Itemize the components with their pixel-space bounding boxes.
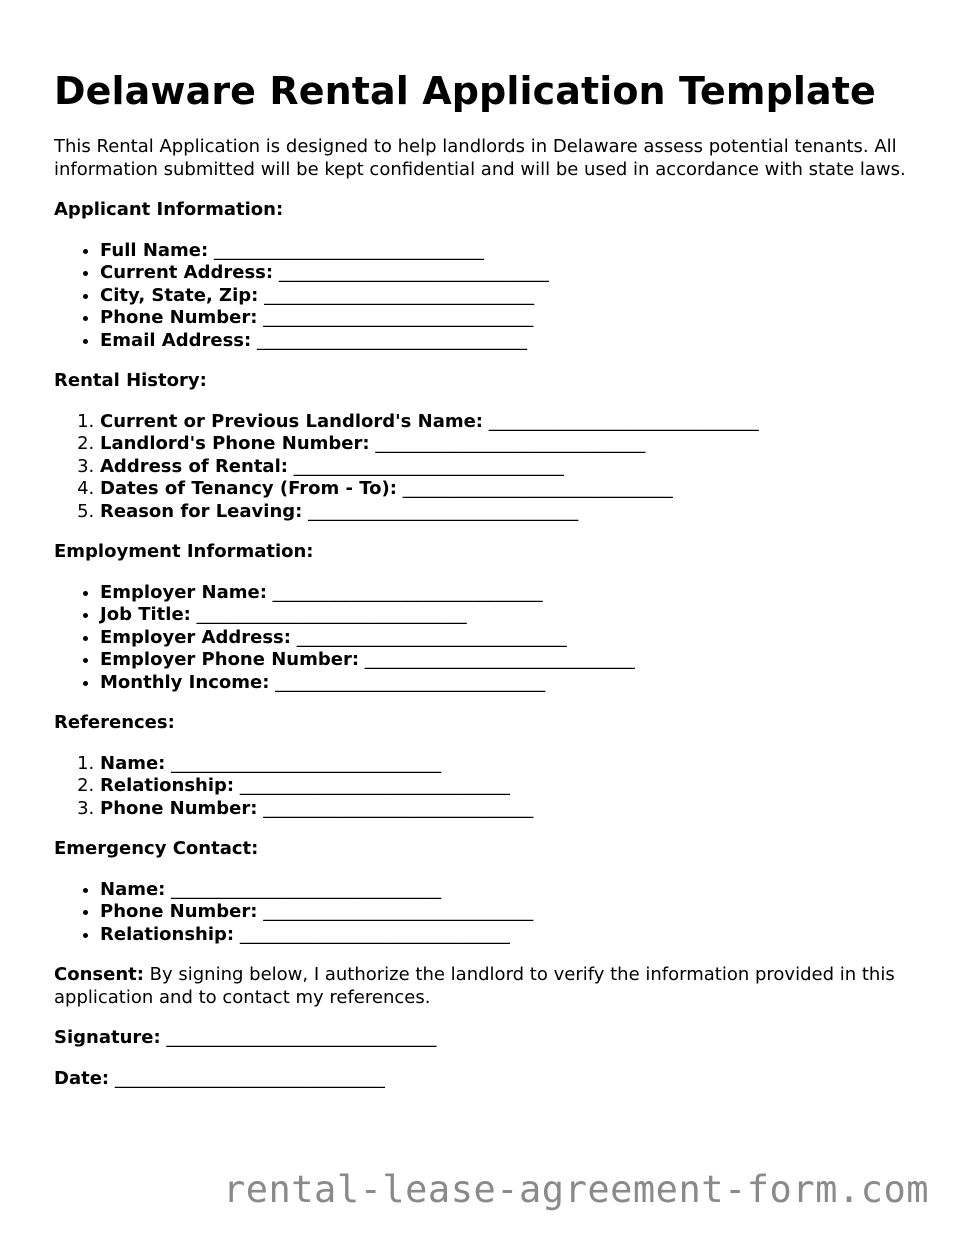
fill-line[interactable]: ______________________________ [293, 455, 564, 477]
field-label: Relationship: [100, 775, 235, 796]
list-item [100, 478, 914, 501]
fill-line[interactable]: ______________________________ [402, 478, 673, 499]
date-fill-line[interactable]: ______________________________ [114, 1067, 385, 1089]
field-label: Address of Rental: [100, 455, 288, 477]
signature-fill-line[interactable]: ______________________________ [166, 1027, 437, 1048]
field-label: Phone Number: [100, 797, 258, 819]
field-label: Phone Number: [100, 901, 258, 922]
list-item [100, 307, 914, 330]
signature-line [54, 1027, 914, 1050]
intro-paragraph: This Rental Application is designed to help landlords in Delaware assess potential tenants. All information submitted will be kept confidential and will be used in accordance with state laws. [54, 136, 906, 180]
fill-line[interactable]: ______________________________ [308, 500, 579, 522]
field-label: Name: [100, 752, 166, 774]
fill-line[interactable]: ______________________________ [263, 797, 534, 819]
list-item [100, 433, 914, 456]
field-label: Dates of Tenancy (From - To): [100, 478, 397, 499]
fill-line[interactable]: ______________________________ [264, 284, 535, 306]
list-item [100, 798, 914, 821]
fill-line[interactable]: ______________________________ [364, 649, 635, 670]
field-label: Reason for Leaving: [100, 500, 303, 522]
field-label: Job Title: [100, 604, 191, 625]
list-item [100, 604, 914, 627]
emergency-heading: Emergency Contact: [54, 838, 259, 859]
fill-line[interactable]: ______________________________ [239, 775, 510, 796]
field-label: Employer Phone Number: [100, 649, 360, 670]
references-list [54, 753, 914, 821]
list-item [100, 649, 914, 672]
employment-heading: Employment Information: [54, 541, 314, 562]
fill-line[interactable]: ______________________________ [275, 671, 546, 693]
consent-label: Consent: [54, 964, 144, 985]
rental-history-list [54, 411, 914, 524]
fill-line[interactable]: ______________________________ [196, 604, 467, 625]
field-label: City, State, Zip: [100, 284, 259, 306]
fill-line[interactable]: ______________________________ [263, 307, 534, 328]
emergency-list [54, 879, 914, 947]
fill-line[interactable]: ______________________________ [272, 581, 543, 603]
list-item [100, 901, 914, 924]
fill-line[interactable]: ______________________________ [171, 878, 442, 900]
applicant-list [54, 240, 914, 353]
list-item [100, 627, 914, 650]
applicant-heading: Applicant Information: [54, 199, 284, 220]
fill-line[interactable]: ______________________________ [296, 626, 567, 648]
fill-line[interactable]: ______________________________ [239, 923, 510, 945]
fill-line[interactable]: ______________________________ [213, 239, 484, 261]
field-label: Monthly Income: [100, 671, 270, 693]
list-item [100, 330, 914, 353]
fill-line[interactable]: ______________________________ [488, 410, 759, 432]
field-label: Employer Name: [100, 581, 267, 603]
rental-history-heading: Rental History: [54, 370, 207, 391]
date-label: Date: [54, 1067, 110, 1089]
list-item [100, 924, 914, 947]
list-item [100, 262, 914, 285]
field-label: Email Address: [100, 329, 252, 351]
list-item [100, 879, 914, 902]
list-item [100, 672, 914, 695]
signature-label: Signature: [54, 1027, 161, 1048]
employment-list [54, 582, 914, 695]
list-item [100, 501, 914, 524]
list-item [100, 240, 914, 263]
list-item [100, 456, 914, 479]
field-label: Phone Number: [100, 307, 258, 328]
fill-line[interactable]: ______________________________ [256, 329, 527, 351]
fill-line[interactable]: ______________________________ [263, 901, 534, 922]
references-heading: References: [54, 712, 175, 733]
field-label: Relationship: [100, 923, 235, 945]
list-item [100, 582, 914, 605]
field-label: Name: [100, 878, 166, 900]
consent-text: By signing below, I authorize the landlord to verify the information provided in this application and to contact my references. [54, 964, 895, 1008]
fill-line[interactable]: ______________________________ [171, 752, 442, 774]
field-label: Current or Previous Landlord's Name: [100, 410, 484, 432]
list-item [100, 775, 914, 798]
field-label: Employer Address: [100, 626, 291, 648]
fill-line[interactable]: ______________________________ [375, 433, 646, 454]
list-item [100, 285, 914, 308]
fill-line[interactable]: ______________________________ [278, 262, 549, 283]
document-page [54, 66, 914, 1090]
list-item [100, 753, 914, 776]
date-line [54, 1068, 914, 1091]
field-label: Full Name: [100, 239, 209, 261]
list-item [100, 411, 914, 434]
field-label: Landlord's Phone Number: [100, 433, 370, 454]
page-title: Delaware Rental Application Template [54, 69, 876, 113]
watermark-text: rental-lease-agreement-form.com [222, 1168, 929, 1211]
consent-paragraph [54, 964, 914, 1009]
field-label: Current Address: [100, 262, 274, 283]
